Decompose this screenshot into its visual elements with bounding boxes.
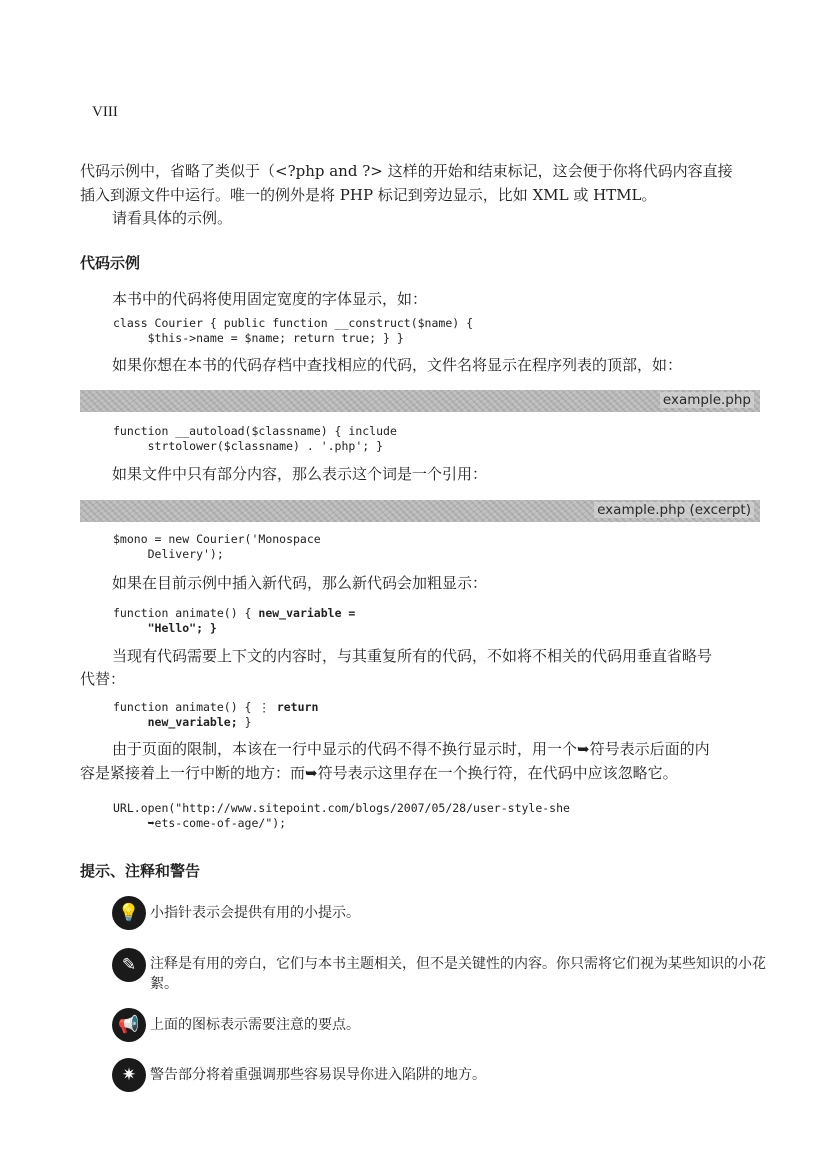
code-block-3 — [113, 532, 321, 562]
code-paragraph-5-cont: 代替： — [80, 670, 126, 688]
important-text: 上面的图标表示需要注意的要点。 — [150, 1017, 360, 1033]
code-line: strtolower($classname) . '.php'; } — [113, 439, 384, 453]
code-bold: return — [276, 700, 319, 714]
code-block-2 — [113, 424, 397, 454]
section-heading-tips: 提示、注释和警告 — [80, 862, 201, 880]
intro-line-3: 请看具体的示例。 — [112, 209, 233, 227]
code-paragraph-3: 如果文件中只有部分内容，那么表示这个词是一个引用： — [112, 465, 488, 483]
code-text: } — [237, 715, 252, 729]
code-block-1 — [113, 316, 473, 346]
code-paragraph-6: 由于页面的限制，本该在一行中显示的代码不得不换行显示时，用一个➥符号表示后面的内 — [112, 740, 710, 758]
listing-filename: example.php — [660, 392, 754, 408]
listing-title-bar-excerpt — [80, 500, 760, 522]
intro-line-1: 代码示例中，省略了类似于（<?php and ?> 这样的开始和结束标记，这会便于你将代码内容直接 — [80, 162, 733, 180]
lightbulb-icon: 💡 — [112, 896, 146, 930]
page-number: VIII — [92, 104, 118, 120]
note-icon: ✎ — [112, 948, 146, 982]
code-bold: "Hello"; } — [147, 621, 217, 635]
code-bold: new_variable; — [147, 715, 238, 729]
code-block-4 — [113, 606, 355, 636]
code-block-5 — [113, 700, 318, 730]
tip-item — [112, 896, 772, 932]
code-block-6 — [113, 801, 570, 831]
megaphone-icon: 📢 — [112, 1008, 146, 1042]
listing-title-bar — [80, 390, 760, 412]
intro-line-2: 插入到源文件中运行。唯一的例外是将 PHP 标记到旁边显示，比如 XML 或 HTML。 — [80, 186, 657, 204]
code-bold: new_variable = — [258, 606, 356, 620]
code-line: ➥ets-come-of-age/"); — [113, 816, 287, 830]
code-line: $this->name = $name; return true; } } — [113, 331, 404, 345]
code-line: function __autoload($classname) { include — [113, 424, 397, 438]
warning-text: 警告部分将着重强调那些容易误导你进入陷阱的地方。 — [150, 1067, 486, 1083]
bomb-icon: ✷ — [112, 1058, 146, 1092]
code-text: function animate() { ⋮ — [113, 700, 277, 714]
code-paragraph-4: 如果在目前示例中插入新代码，那么新代码会加粗显示： — [112, 574, 488, 592]
note-item — [112, 948, 772, 994]
tip-text: 小指针表示会提供有用的小提示。 — [150, 905, 360, 921]
code-paragraph-5: 当现有代码需要上下文的内容时，与其重复所有的代码，不如将不相关的代码用垂直省略号 — [112, 647, 713, 665]
important-item — [112, 1008, 772, 1044]
code-paragraph-2: 如果你想在本书的代码存档中查找相应的代码，文件名将显示在程序列表的顶部，如： — [112, 356, 683, 374]
note-text: 注释是有用的旁白，它们与本书主题相关，但不是关键性的内容。你只需将它们视为某些知识的小花絮。 — [150, 956, 766, 992]
section-heading-code: 代码示例 — [80, 254, 141, 272]
code-line: class Courier { public function __construct($name) { — [113, 316, 474, 330]
code-line: $mono = new Courier('Monospace — [113, 532, 321, 546]
code-paragraph-1: 本书中的代码将使用固定宽度的字体显示，如： — [112, 290, 428, 308]
code-line: URL.open("http://www.sitepoint.com/blogs/2007/05/28/user-style-she — [113, 801, 570, 815]
code-text: function animate() { — [113, 606, 259, 620]
code-line: Delivery'); — [113, 547, 224, 561]
code-paragraph-6-cont: 容是紧接着上一行中断的地方：而➥符号表示这里存在一个换行符，在代码中应该忽略它。 — [80, 764, 678, 782]
listing-filename: example.php (excerpt) — [594, 502, 754, 518]
warning-item — [112, 1058, 772, 1094]
